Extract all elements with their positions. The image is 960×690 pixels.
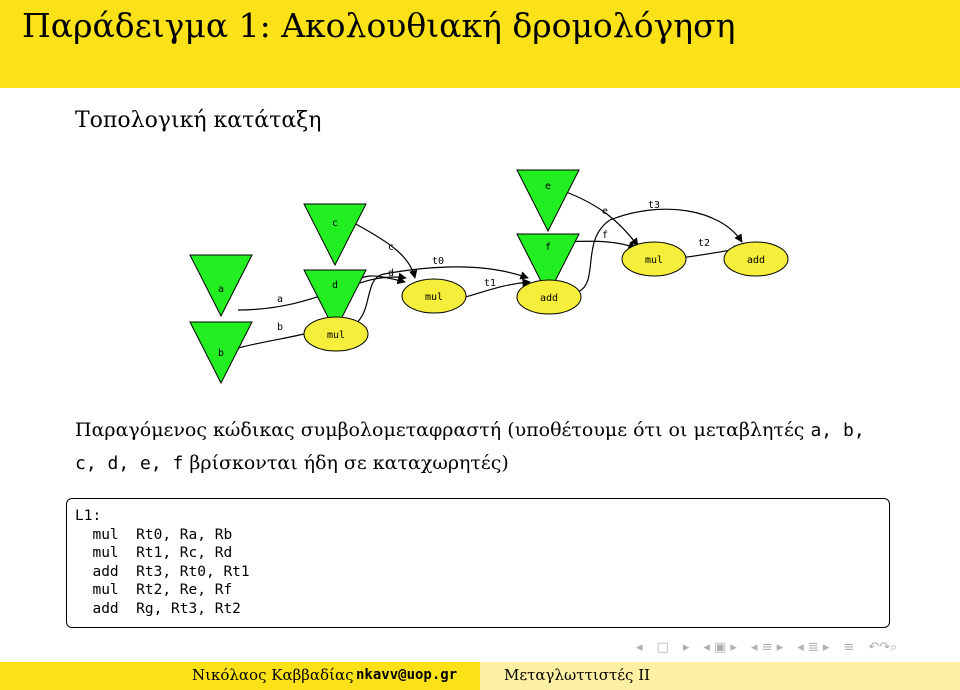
dag-diagram: [0, 160, 960, 400]
footer-email[interactable]: nkavv@uop.gr: [356, 667, 458, 683]
input-node-c: [304, 204, 366, 265]
node-label-d: d: [331, 280, 339, 291]
description-paragraph: [75, 414, 895, 480]
edge-label-e: e: [602, 206, 609, 217]
edge-label-t0: t0: [432, 256, 445, 267]
nav-left-icon[interactable]: ◂: [636, 640, 643, 655]
edge-label-b: b: [277, 322, 284, 333]
footer-right: [480, 662, 960, 690]
description-text-1: Παραγόμενος κώδικας συμβολομεταφραστή (υποθέτουμε ότι οι μεταβλητές: [75, 419, 811, 441]
description-text-2: βρίσκονται ήδη σε καταχωρητές): [183, 452, 509, 474]
subsection-icon[interactable]: ◂ ▣ ▸: [703, 640, 737, 655]
edge-label-t3: t3: [648, 200, 661, 211]
footer-left: [0, 662, 480, 690]
node-label-add2: add: [746, 255, 766, 266]
assembly-code-box: [66, 498, 890, 628]
align-icon[interactable]: ≡: [843, 640, 855, 655]
section-icon[interactable]: ◂ ≡ ▸: [750, 640, 784, 655]
code-args: Rt1, Rc, Rd: [136, 545, 233, 561]
edge-label-c: c: [388, 242, 395, 253]
code-args: Rt0, Ra, Rb: [136, 526, 233, 543]
edge-label-a: a: [277, 294, 284, 305]
code-args: Rg, Rt3, Rt2: [136, 600, 241, 617]
code-args: Rt3, Rt0, Rt1: [136, 563, 250, 580]
edge-label-d: d: [388, 268, 395, 279]
node-label-mul3: mul: [644, 255, 664, 266]
edge-label-f: f: [602, 230, 609, 241]
node-label-mul1: mul: [424, 292, 444, 303]
nav-right-icon[interactable]: ▸: [682, 640, 690, 655]
edge-f-mul3: [566, 241, 636, 248]
footer-author: Νικόλαος Καββαδίας: [192, 666, 354, 684]
footer-course: Μεταγλωττιστές ΙΙ: [504, 666, 651, 684]
code-args: Rt2, Re, Rf: [136, 582, 233, 598]
code-op: mul: [92, 582, 119, 598]
node-label-a: a: [217, 284, 225, 295]
frame-icon[interactable]: □: [656, 640, 669, 655]
code-op: mul: [92, 545, 119, 561]
code-op: add: [92, 600, 119, 617]
slide-title: Παράδειγμα 1: Ακολουθιακή δρομολόγηση: [22, 6, 736, 45]
edge-label-t1: t1: [484, 278, 497, 289]
variable-list: a, b, c, d, e, f: [75, 420, 865, 474]
beamer-navigation: [636, 640, 897, 658]
slide-header: [0, 0, 960, 88]
assembly-code: [75, 507, 250, 618]
node-label-b: b: [217, 348, 225, 359]
search-icon[interactable]: ↶↷⌕: [868, 640, 898, 655]
input-node-e: [517, 170, 579, 231]
code-op: add: [92, 563, 119, 580]
node-label-mul2: mul: [326, 330, 346, 341]
node-label-c: c: [331, 218, 339, 229]
node-label-add1: add: [539, 293, 559, 304]
edge-label-t2: t2: [698, 238, 711, 249]
edge-b-mul2: [238, 332, 312, 348]
node-label-e: e: [544, 181, 552, 192]
node-label-f: f: [544, 242, 552, 253]
code-label: L1:: [75, 508, 102, 524]
presentation-icon[interactable]: ◂ ≣ ▸: [797, 640, 830, 655]
slide-footer: [0, 662, 960, 690]
section-subtitle: Τοπολογική κατάταξη: [75, 108, 322, 133]
code-op: mul: [92, 526, 119, 543]
